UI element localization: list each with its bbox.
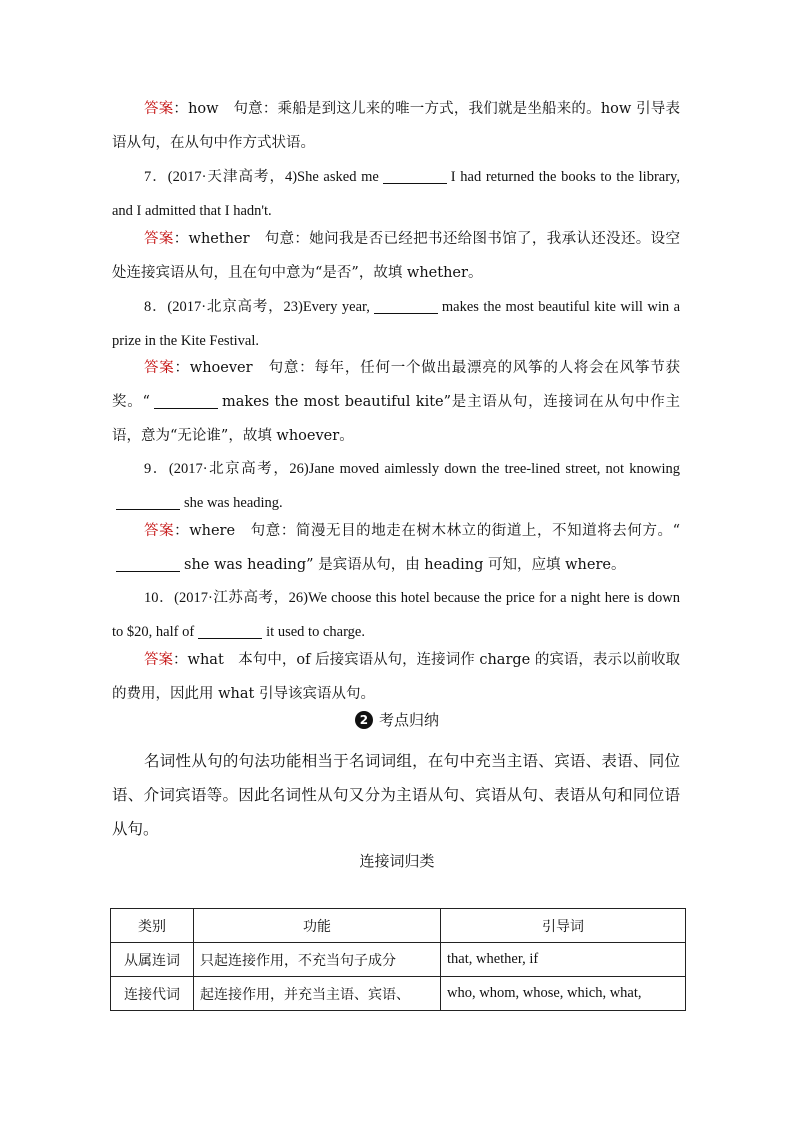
answer-how — [112, 92, 680, 160]
answer-label: 答案 — [144, 523, 175, 539]
question-text: 8．(2017·北京高考，23)Every year, — [144, 299, 370, 315]
answer-label: 答案 — [144, 652, 174, 668]
answer-blank[interactable] — [383, 169, 447, 185]
question-text: it used to charge. — [266, 624, 365, 640]
question-7 — [112, 160, 680, 228]
table-cell: who, whom, whose, which, what, — [441, 977, 686, 1011]
question-text: 7．(2017·天津高考，4)She asked me — [144, 169, 379, 185]
answer-label: 答案 — [144, 101, 174, 117]
question-text: 9．(2017·北京高考，26)Jane moved aimlessly down the tree-lined street, not knowing — [144, 461, 680, 477]
answer-text: ：where 句意：简漫无目的地走在树木林立的街道上，不知道将去何方。“ — [174, 523, 680, 539]
table-cell: 起连接作用，并充当主语、宾语、 — [194, 977, 441, 1011]
table-cell: 连接代词 — [111, 977, 194, 1011]
table-row — [111, 943, 686, 977]
question-10 — [112, 581, 680, 649]
connectives-table — [110, 908, 686, 1011]
table-caption: 连接词归类 — [359, 852, 435, 870]
table-row — [111, 977, 686, 1011]
answer-blank[interactable] — [116, 495, 180, 511]
answer-text: ：how 句意：乘船是到这儿来的唯一方式，我们就是坐船来的。how 引导表语从句，在从句中作方式状语。 — [112, 101, 680, 151]
answer-whether — [112, 222, 680, 290]
answer-text: ：what 本句中，of 后接宾语从句，连接词作 charge 的宾语，表示以前收取的费用，因此用 what 引导该宾语从句。 — [112, 652, 680, 702]
question-8 — [112, 290, 680, 358]
answer-blank[interactable] — [198, 624, 262, 640]
answer-label: 答案 — [144, 231, 174, 247]
answer-text: makes the most beautiful kite”是主语从句，连接词在从句中作主语，意为“无论谁”，故填 whoever。 — [112, 394, 681, 444]
section-title: 考点归纳 — [378, 711, 439, 729]
answer-where — [112, 514, 680, 582]
answer-text: ：whoever 句意：每年，任何一个做出最漂亮的风筝的人将会在风筝节获奖。“ — [112, 360, 680, 410]
question-text: she was heading. — [184, 495, 283, 511]
answer-blank — [116, 557, 180, 573]
answer-whoever — [112, 351, 680, 453]
table-header: 引导词 — [441, 909, 686, 943]
table-header-row — [111, 909, 686, 943]
table-header: 类别 — [111, 909, 194, 943]
table-cell: 只起连接作用，不充当句子成分 — [194, 943, 441, 977]
answer-what — [112, 643, 680, 711]
table-cell: 从属连词 — [111, 943, 194, 977]
question-text: makes the most beautiful kite will win a prize in the Kite Festival. — [112, 299, 681, 349]
answer-blank[interactable] — [374, 299, 438, 315]
answer-text: she was heading” 是宾语从句，由 heading 可知，应填 where。 — [184, 557, 626, 573]
section-number-badge: 2 — [355, 711, 373, 729]
question-text: I had returned the books to the library, and I admitted that I hadn't. — [112, 169, 680, 219]
question-9 — [112, 452, 680, 520]
answer-label: 答案 — [144, 360, 175, 376]
answer-blank — [154, 394, 218, 410]
table-cell: that, whether, if — [441, 943, 686, 977]
answer-text: ：whether 句意：她问我是否已经把书还给图书馆了，我承认还没还。设空处连接宾语从句，且在句中意为“是否”，故填 whether。 — [112, 231, 680, 281]
section-heading — [0, 709, 794, 730]
question-text: 10．(2017·江苏高考，26)We choose this hotel because the price for a night here is down to $20, half of — [112, 590, 680, 640]
summary-paragraph: 名词性从句的句法功能相当于名词词组，在句中充当主语、宾语、表语、同位语、介词宾语等。因此名词性从句又分为主语从句、宾语从句、表语从句和同位语从句。 — [112, 752, 680, 838]
table-header: 功能 — [194, 909, 441, 943]
